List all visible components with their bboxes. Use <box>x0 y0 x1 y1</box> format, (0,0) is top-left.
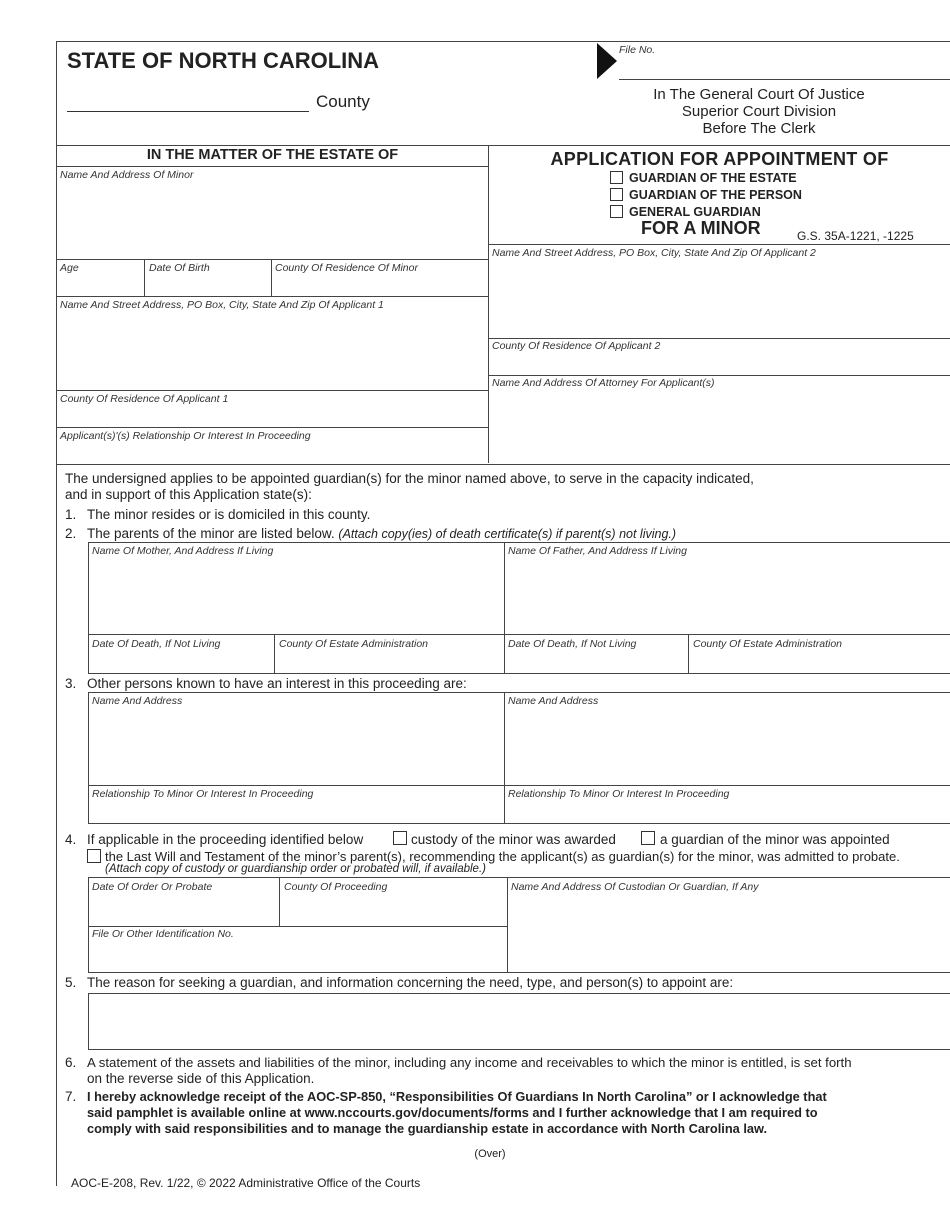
custodian-field[interactable] <box>508 894 950 970</box>
other-rel-label-1: Relationship To Minor Or Interest In Proceeding <box>92 788 314 800</box>
item-2-text <box>87 526 676 541</box>
father-dod-label: Date Of Death, If Not Living <box>508 638 637 650</box>
reason-field[interactable] <box>89 995 950 1047</box>
applicant2-field[interactable] <box>489 260 950 336</box>
order-date-label: Date Of Order Or Probate <box>92 881 213 893</box>
item-6-number: 6. <box>65 1055 77 1070</box>
county-proc-label: County Of Proceeding <box>284 881 388 893</box>
item-5-text: The reason for seeking a guardian, and information concerning the need, type, and person(s) to appoint are: <box>87 975 734 990</box>
item-6-line-1: A statement of the assets and liabilities of the minor, including any income and receivables to which the minor is entitled, is set forth <box>87 1055 852 1070</box>
age-field[interactable] <box>57 275 143 295</box>
will-label: the Last Will and Testament of the minor’s parent(s), recommending the applicant(s) as guardian(s) for the minor, was admitted to probate. <box>105 849 900 864</box>
item-7-number: 7. <box>65 1089 77 1104</box>
father-field[interactable] <box>505 558 950 632</box>
custody-checkbox[interactable] <box>393 831 407 845</box>
dob-label: Date Of Birth <box>149 262 210 274</box>
estate-option-label: GUARDIAN OF THE ESTATE <box>629 171 797 185</box>
form-title: APPLICATION FOR APPOINTMENT OF <box>550 149 889 169</box>
father-label: Name Of Father, And Address If Living <box>508 545 687 557</box>
intro-line-2: and in support of this Application state(s): <box>65 487 312 502</box>
custody-label: custody of the minor was awarded <box>411 832 616 847</box>
court-line-2: Superior Court Division <box>681 103 837 120</box>
applicant1-field[interactable] <box>57 312 487 388</box>
other-name-label-2: Name And Address <box>508 695 599 707</box>
mother-county-estate-field[interactable] <box>275 651 503 671</box>
guardian-appointed-checkbox[interactable] <box>641 831 655 845</box>
item-2-note: (Attach copy(ies) of death certificate(s) if parent(s) not living.) <box>338 527 677 541</box>
other-rel-field-1[interactable] <box>89 801 503 821</box>
item-1-text: The minor resides or is domiciled in this county. <box>87 507 371 522</box>
file-no-label: File No. <box>619 44 656 56</box>
general-checkbox[interactable] <box>610 205 623 218</box>
county-app2-label: County Of Residence Of Applicant 2 <box>492 340 661 352</box>
court-line-1: In The General Court Of Justice <box>653 86 865 103</box>
applicant1-label: Name And Street Address, PO Box, City, State And Zip Of Applicant 1 <box>60 299 384 311</box>
file-id-field[interactable] <box>89 941 506 970</box>
item-4-text: If applicable in the proceeding identified below <box>87 832 364 847</box>
relationship-field[interactable] <box>57 443 487 462</box>
order-date-field[interactable] <box>89 894 278 924</box>
person-option-label: GUARDIAN OF THE PERSON <box>629 188 802 202</box>
attorney-field[interactable] <box>489 390 950 462</box>
minor-name-field[interactable] <box>57 182 487 257</box>
county-minor-field[interactable] <box>272 275 487 295</box>
mother-dod-field[interactable] <box>89 651 273 671</box>
item-4-number: 4. <box>65 832 77 847</box>
county-app1-label: County Of Residence Of Applicant 1 <box>60 393 229 405</box>
file-id-label: File Or Other Identification No. <box>92 928 234 940</box>
county-label: County <box>316 92 370 111</box>
county-proc-field[interactable] <box>280 894 506 924</box>
intro-line-1: The undersigned applies to be appointed guardian(s) for the minor named above, to serve in the capacity indicated, <box>65 471 754 486</box>
other-name-field-2[interactable] <box>505 708 950 782</box>
item-1-number: 1. <box>65 507 77 522</box>
file-no-arrow-icon <box>597 43 617 79</box>
county-app2-field[interactable] <box>489 353 950 373</box>
father-county-estate-label: County Of Estate Administration <box>693 638 843 650</box>
minor-name-label: Name And Address Of Minor <box>60 169 194 181</box>
item-4-note: (Attach copy of custody or guardianship order or probated will, if available.) <box>105 863 486 875</box>
custodian-label: Name And Address Of Custodian Or Guardian, If Any <box>511 881 759 893</box>
other-rel-field-2[interactable] <box>505 801 950 821</box>
item-7-line-3: comply with said responsibilities and to manage the guardianship estate in accordance with North Carolina law. <box>87 1121 768 1136</box>
item-2-number: 2. <box>65 526 77 541</box>
person-checkbox[interactable] <box>610 188 623 201</box>
item-6-line-2: on the reverse side of this Application. <box>87 1071 315 1086</box>
county-field[interactable] <box>67 91 309 112</box>
item-2-main: The parents of the minor are listed below. <box>87 526 335 541</box>
other-rel-label-2: Relationship To Minor Or Interest In Proceeding <box>508 788 730 800</box>
over-label: (Over) <box>474 1148 506 1160</box>
father-county-estate-field[interactable] <box>689 651 950 671</box>
item-7-line-2: said pamphlet is available online at www.nccourts.gov/documents/forms and I further acknowledge that I am required to <box>87 1105 818 1120</box>
relationship-label: Applicant(s)'(s) Relationship Or Interest In Proceeding <box>60 430 311 442</box>
item-3-number: 3. <box>65 676 77 691</box>
county-app1-field[interactable] <box>57 406 487 426</box>
item-5-number: 5. <box>65 975 77 990</box>
matter-heading: IN THE MATTER OF THE ESTATE OF <box>146 147 399 163</box>
item-3-text: Other persons known to have an interest in this proceeding are: <box>87 676 467 691</box>
attorney-label: Name And Address Of Attorney For Applicant(s) <box>492 377 715 389</box>
general-option-label: GENERAL GUARDIAN <box>629 205 761 219</box>
father-dod-field[interactable] <box>505 651 687 671</box>
court-line-3: Before The Clerk <box>702 120 816 137</box>
will-checkbox[interactable] <box>87 849 101 863</box>
mother-label: Name Of Mother, And Address If Living <box>92 545 274 557</box>
guardian-appointed-label: a guardian of the minor was appointed <box>660 832 890 847</box>
estate-checkbox[interactable] <box>610 171 623 184</box>
for-minor-label: FOR A MINOR <box>641 218 761 238</box>
statute-label: G.S. 35A-1221, -1225 <box>797 229 914 243</box>
item-7-line-1: I hereby acknowledge receipt of the AOC-SP-850, “Responsibilities Of Guardians In North Carolina” or I acknowledge that <box>87 1089 827 1104</box>
mother-county-estate-label: County Of Estate Administration <box>279 638 429 650</box>
applicant2-label: Name And Street Address, PO Box, City, State And Zip Of Applicant 2 <box>492 247 816 259</box>
mother-dod-label: Date Of Death, If Not Living <box>92 638 221 650</box>
age-label: Age <box>60 262 79 274</box>
state-heading: STATE OF NORTH CAROLINA <box>67 48 380 73</box>
form-id: AOC-E-208, Rev. 1/22, © 2022 Administrative Office of the Courts <box>71 1176 421 1190</box>
file-no-field[interactable] <box>619 56 950 78</box>
other-name-field-1[interactable] <box>89 708 503 782</box>
other-name-label-1: Name And Address <box>92 695 183 707</box>
dob-field[interactable] <box>145 275 270 295</box>
county-minor-label: County Of Residence Of Minor <box>275 262 418 274</box>
mother-field[interactable] <box>89 558 503 632</box>
